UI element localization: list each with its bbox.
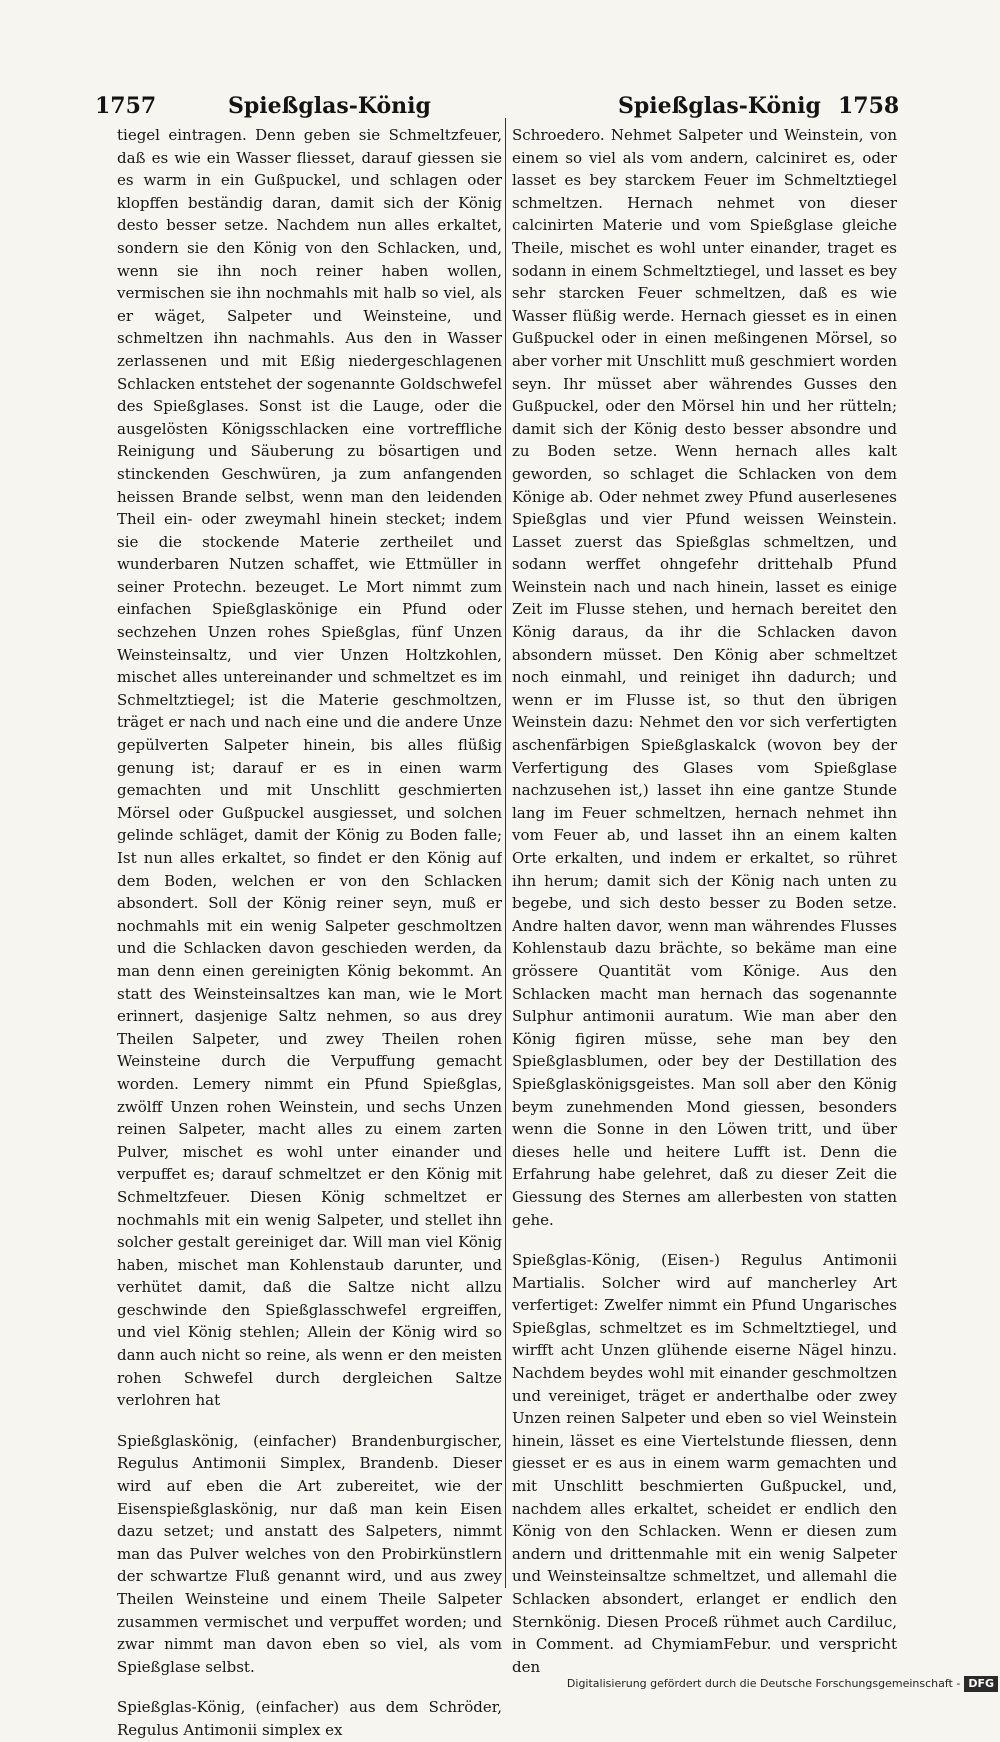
right-paragraph-continued: Schroedero. Nehmet Salpeter und Weinstein, von einem so viel als vom andern, calciniret es, oder lasset es bey starckem Feuer im Schmeltztiegel schmeltzen. Hernach nehmet von dieser calcinirten Materie und vom Spießglase gleiche Theile, mischet es wohl unter einander, traget es sodann in einem Schmeltztiegel, und lasset es bey sehr starcken Feuer schmeltzen, daß es wie Wasser flüßig werde. Hernach giesset es in einen Gußpuckel oder in einen meßingenen Mörsel, so aber vorher mit Unschlitt muß geschmiert worden seyn. Ihr müsset aber währendes Gusses den Gußpuckel, oder den Mörsel hin und her rütteln; damit sich der König desto besser absondre und zu Boden setze. Wenn hernach alles kalt geworden, so schlaget die Schlacken von dem Könige ab. Oder nehmet zwey Pfund auserlesenes Spießglas und vier Pfund weissen Weinstein. Lasset zuerst das Spießglas schmeltzen, und sodann werffet ohngefehr drittehalb Pfund Weinstein nach und nach hinein, lasset es einige Zeit im Flusse stehen, und hernach bereitet den König daraus, da ihr die Schlacken davon absondern müsset. Den König aber schmeltzet noch einmahl, und reiniget ihn dadurch; und wenn er im Flusse ist, so thut den übrigen Weinstein dazu: Nehmet den vor sich verfertigten aschenfärbigen Spießglaskalck (wovon bey der Verfertigung des Glases vom Spießglase nachzusehen ist,) lasset ihn eine gantze Stunde lang im Feuer schmeltzen, hernach nehmet ihn vom Feuer ab, und lasset ihn an einem kalten Orte erkalten, und indem er erkaltet, so rühret ihn herum; damit sich der König nach unten zu begebe, und sich desto besser zu Boden setze. Andre halten davor, wenn man währendes Flusses Kohlenstaub dazu brächte, so bekäme man eine grössere Quantität vom Könige. Aus den Schlacken macht man hernach das sogenannte Sulphur antimonii auratum. Wie man aber den König figiren müsse, sehe man bey den Spießglasblumen, oder bey der Destillation des Spießglaskönigsgeistes. Man soll aber den König beym zunehmenden Mond giessen, besonders wenn die Sonne in den Löwen tritt, und über dieses helle und heitere Lufft ist. Denn die Erfahrung habe gelehret, daß zu dieser Zeit die Giessung des Sternes am allerbesten von statten gehe. bbox=[512, 126, 897, 1229]
left-paragraph-continued: tiegel eintragen. Denn geben sie Schmeltzfeuer, daß es wie ein Wasser fliesset, darauf giessen sie es warm in ein Gußpuckel, und schlagen oder klopffen beständig daran, damit sich der König desto besser setze. Nachdem nun alles erkaltet, sondern sie den König von den Schlacken, und, wenn sie ihn noch reiner haben wollen, vermischen sie ihn nochmahls mit halb so viel, als er wäget, Salpeter und Weinsteine, und schmeltzen ihn nachmahls. Aus den in Wasser zerlassenen und mit Eßig niedergeschlagenen Schlacken entstehet der sogenannte Goldschwefel des Spießglases. Sonst ist die Lauge, oder die ausgelösten Königsschlacken eine vortreffliche Reinigung und Säuberung zu bösartigen und stinckenden Geschwüren, ja zum anfangenden heissen Brande selbst, wenn man den leidenden Theil ein- oder zweymahl hinein stecket; indem sie die stockende Materie zertheilet und wunderbaren Nutzen schaffet, wie Ettmüller in seiner Protechn. bezeuget. Le Mort nimmt zum einfachen Spießglaskönige ein Pfund oder sechzehen Unzen rohes Spießglas, fünf Unzen Weinsteinsaltz, und vier Unzen Holtzkohlen, mischet alles untereinander und schmeltzet es im Schmeltztiegel; ist die Materie geschmoltzen, träget er nach und nach eine und die andere Unze gepülverten Salpeter hinein, bis alles flüßig genung ist; darauf er es in einen warm gemachten und mit Unschlitt geschmierten Mörsel oder Gußpuckel ausgiesset, und solchen gelinde schläget, damit der König zu Boden falle; Ist nun alles erkaltet, so findet er den König auf dem Boden, welchen er von den Schlacken absondert. Soll der König reiner seyn, muß er nochmahls mit ein wenig Salpeter geschmoltzen und die Schlacken davon geschieden werden, da man denn einen gereinigten König bekommt. An statt des Weinsteinsaltzes kan man, wie le Mort erinnert, dasjenige Saltz nehmen, so aus drey Theilen Salpeter, und zwey Theilen rohen Weinsteine durch die Verpuffung gemacht worden. Lemery nimmt ein Pfund Spießglas, zwölff Unzen rohen Weinstein, und sechs Unzen reinen Salpeter, macht alles zu einem zarten Pulver, mischet es wohl unter einander und verpuffet es; darauf schmeltzet er den König mit Schmeltzfeuer. Diesen König schmeltzet er nochmahls mit ein wenig Salpeter, und stellet ihn solcher gestalt gereiniget dar. Will man viel König haben, mischet man Kohlenstaub darunter, und verhütet damit, daß die Saltze nicht allzu geschwinde den Spießglasschwefel ergreiffen, und viel König stehlen; Allein der König wird so dann auch nicht so reine, als wenn er den meisten rohen Schwefel durch dergleichen Saltze verlohren hat bbox=[117, 126, 502, 1410]
entry-schroeder-regulus: Spießglas-König, (einfacher) aus dem Schröder, Regulus Antimonii simplex ex bbox=[117, 1698, 502, 1739]
right-running-title: Spießglas-König bbox=[618, 93, 821, 119]
left-page-number: 1757 bbox=[95, 93, 157, 119]
column-divider bbox=[505, 118, 506, 1588]
right-page-number: 1758 bbox=[838, 93, 900, 119]
left-running-title: Spießglas-König bbox=[228, 93, 431, 119]
page-header bbox=[0, 88, 1000, 124]
left-column bbox=[117, 124, 502, 1742]
dfg-logo: DFG bbox=[964, 1676, 998, 1692]
digitization-footer bbox=[0, 1672, 998, 1696]
footer-credit: Digitalisierung gefördert durch die Deutsche Forschungsgemeinschaft - bbox=[566, 1677, 961, 1690]
entry-eisen-regulus: Spießglas-König, (Eisen-) Regulus Antimonii Martialis. Solcher wird auf mancherley Art verfertiget: Zwelfer nimmt ein Pfund Ungarisches Spießglas, schmeltzet es im Schmeltztiegel, und wirfft acht Unzen glühende eiserne Nägel hinzu. Nachdem beydes wohl mit einander geschmoltzen und vereiniget, träget er anderthalbe oder zwey Unzen reinen Salpeter und eben so viel Weinstein hinein, lässet es eine Viertelstunde fliessen, denn giesset er es aus in einem warm gemachten und mit Unschlitt beschmierten Gußpuckel, und, nachdem alles erkaltet, scheidet er endlich den König von den Schlacken. Wenn er diesen zum andern und drittenmahle mit ein wenig Salpeter und Weinsteinsaltze schmeltzet, und allemahl die Schlacken absondert, erlanget er endlich den Sternkönig. Diesen Proceß rühmet auch Cardiluc, in Comment. ad ChymiamFebur. und verspricht den bbox=[512, 1251, 897, 1676]
entry-brandenburg-regulus: Spießglaskönig, (einfacher) Brandenburgischer, Regulus Antimonii Simplex, Brandenb. Dieser wird auf eben die Art zubereitet, wie der Eisenspießglaskönig, nur daß man kein Eisen dazu setzet; und anstatt des Salpeters, nimmt man das Pulver welches von den Probirkünstlern der schwartze Fluß genannt wird, und aus zwey Theilen Weinsteine und einem Theile Salpeter zusammen vermischet und verpuffet worden; und zwar nimmt man davon eben so viel, als vom Spießglase selbst. bbox=[117, 1431, 502, 1676]
right-column bbox=[512, 124, 897, 1678]
